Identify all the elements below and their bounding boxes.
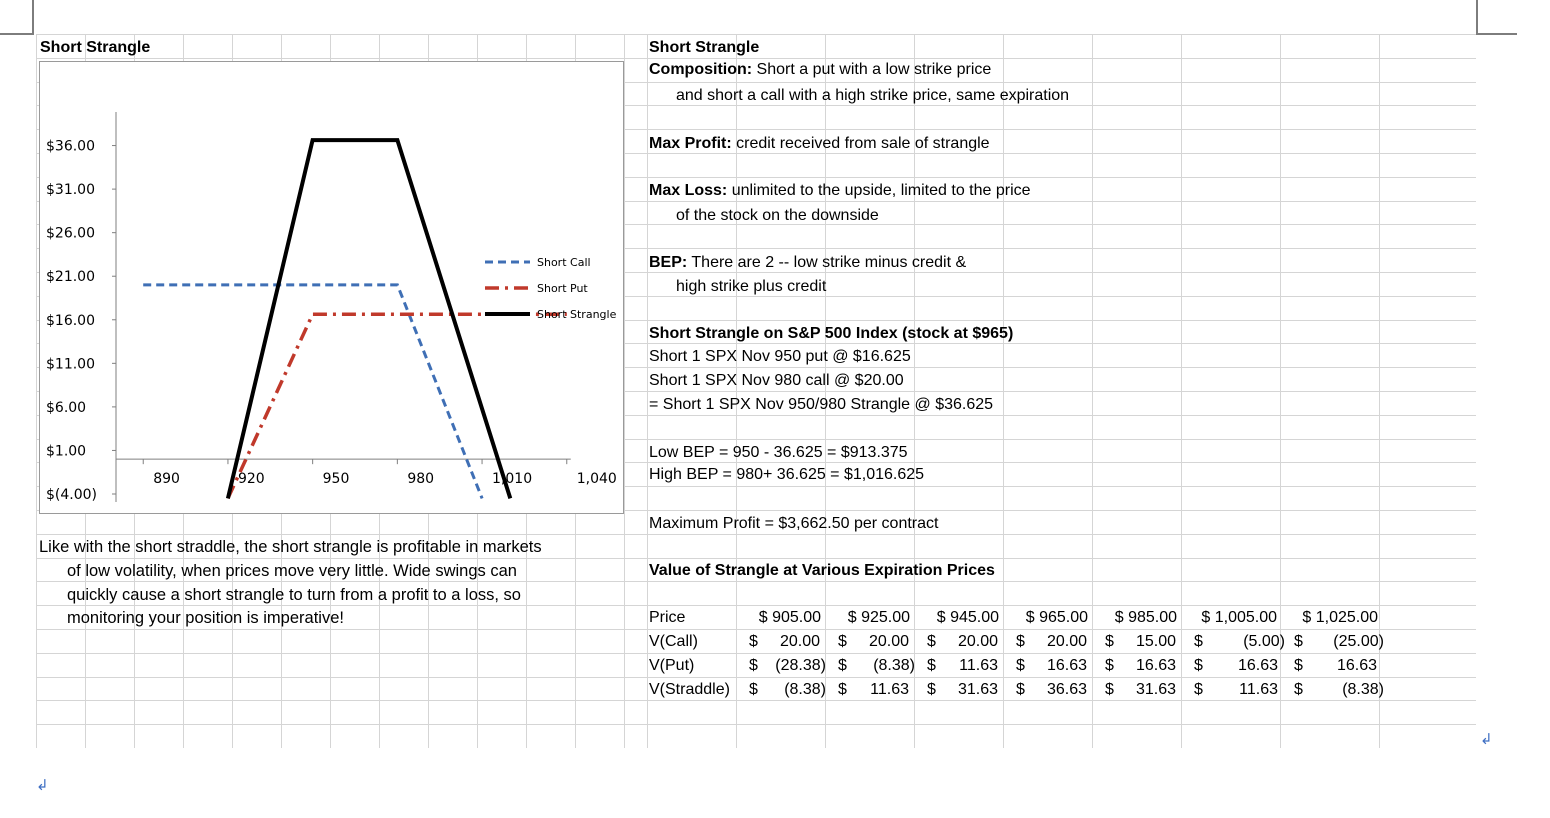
dollar-r1c5: $ bbox=[1105, 633, 1114, 650]
dollar-r1c1: $ bbox=[749, 633, 758, 650]
dollar-r2c3: $ bbox=[927, 657, 936, 674]
dollar-r3c7: $ bbox=[1294, 681, 1303, 698]
row-label-price: Price bbox=[649, 609, 686, 626]
bep-line bbox=[649, 253, 966, 273]
x-tick-label-4: 1,010 bbox=[492, 471, 533, 488]
description-line-1: Like with the short straddle, the short strangle is profitable in markets bbox=[39, 538, 542, 556]
call-cell-5: 15.00 bbox=[1135, 633, 1176, 650]
call-cell-6: (5.00) bbox=[1243, 633, 1285, 650]
y-tick-label-1: $1.00 bbox=[46, 443, 87, 460]
straddle-cell-1: (8.38) bbox=[784, 681, 826, 698]
call-cell-1: 20.00 bbox=[779, 633, 820, 650]
straddle-cell-2: 11.63 bbox=[870, 681, 909, 698]
price-cell-7: $ 1,025.00 bbox=[1302, 609, 1378, 626]
price-cell-4: $ 965.00 bbox=[1025, 609, 1088, 626]
max-profit-amount: Maximum Profit = $3,662.50 per contract bbox=[649, 515, 939, 532]
max-loss-label: Max Loss: bbox=[649, 182, 728, 199]
call-cell-4: 20.00 bbox=[1046, 633, 1087, 650]
put-cell-1: (28.38) bbox=[775, 657, 826, 674]
dollar-r2c5: $ bbox=[1105, 657, 1114, 674]
example-title: Short Strangle on S&P 500 Index (stock at $965) bbox=[649, 325, 1014, 342]
dollar-r1c7: $ bbox=[1294, 633, 1303, 650]
dollar-r2c1: $ bbox=[749, 657, 758, 674]
bep-label: BEP: bbox=[649, 254, 688, 271]
dollar-r3c2: $ bbox=[838, 681, 847, 698]
table-title: Value of Strangle at Various Expiration Prices bbox=[649, 562, 995, 579]
chart-svg bbox=[40, 62, 625, 515]
x-tick-label-5: 1,040 bbox=[576, 471, 617, 488]
dollar-r2c6: $ bbox=[1194, 657, 1203, 674]
dollar-r1c3: $ bbox=[927, 633, 936, 650]
composition-text: Short a put with a low strike price bbox=[752, 61, 992, 78]
dollar-r1c2: $ bbox=[838, 633, 847, 650]
example-line-3: = Short 1 SPX Nov 950/980 Strangle @ $36.625 bbox=[649, 396, 994, 413]
page-corner-top-right-h bbox=[1477, 33, 1517, 35]
dollar-r3c3: $ bbox=[927, 681, 936, 698]
bep-text: There are 2 -- low strike minus credit & bbox=[687, 254, 967, 271]
y-tick-label-5: $21.00 bbox=[46, 269, 95, 286]
bep-line-2: high strike plus credit bbox=[676, 278, 827, 295]
put-cell-5: 16.63 bbox=[1135, 657, 1176, 674]
description-line-3: quickly cause a short strangle to turn from a profit to a loss, so bbox=[67, 586, 521, 604]
call-cell-3: 20.00 bbox=[957, 633, 998, 650]
right-title: Short Strangle bbox=[649, 39, 760, 56]
x-tick-label-2: 950 bbox=[322, 471, 350, 488]
row-label-call: V(Call) bbox=[649, 633, 698, 650]
price-cell-6: $ 1,005.00 bbox=[1201, 609, 1277, 626]
dollar-r3c1: $ bbox=[749, 681, 758, 698]
y-tick-label-2: $6.00 bbox=[46, 399, 87, 416]
max-profit-label: Max Profit: bbox=[649, 135, 732, 152]
paragraph-return-mark-bottom: ↲ bbox=[36, 777, 49, 794]
high-bep: High BEP = 980+ 36.625 = $1,016.625 bbox=[649, 466, 925, 483]
y-tick-label-6: $26.00 bbox=[46, 225, 95, 242]
price-cell-3: $ 945.00 bbox=[936, 609, 999, 626]
left-title: Short Strangle bbox=[40, 39, 151, 56]
dollar-r3c4: $ bbox=[1016, 681, 1025, 698]
page-corner-top-left-v bbox=[32, 0, 34, 35]
dollar-r1c6: $ bbox=[1194, 633, 1203, 650]
example-line-1: Short 1 SPX Nov 950 put @ $16.625 bbox=[649, 348, 911, 365]
straddle-cell-3: 31.63 bbox=[957, 681, 998, 698]
x-tick-label-3: 980 bbox=[407, 471, 435, 488]
call-cell-7: (25.00) bbox=[1333, 633, 1384, 650]
description-line-2: of low volatility, when prices move very little. Wide swings can bbox=[67, 562, 517, 580]
straddle-cell-4: 36.63 bbox=[1046, 681, 1087, 698]
straddle-cell-7: (8.38) bbox=[1342, 681, 1384, 698]
dollar-r2c2: $ bbox=[838, 657, 847, 674]
y-tick-label-0: $(4.00) bbox=[46, 487, 98, 503]
series-line-short-call bbox=[143, 285, 482, 499]
legend-label-2: Short Strangle bbox=[537, 308, 617, 321]
y-tick-label-8: $36.00 bbox=[46, 138, 95, 155]
max-profit-text: credit received from sale of strangle bbox=[731, 135, 990, 152]
max-loss-line-2: of the stock on the downside bbox=[676, 207, 879, 224]
description-line-4: monitoring your position is imperative! bbox=[67, 609, 344, 627]
y-tick-label-4: $16.00 bbox=[46, 312, 95, 329]
straddle-cell-6: 11.63 bbox=[1239, 681, 1278, 698]
x-tick-label-0: 890 bbox=[153, 471, 180, 488]
put-cell-2: (8.38) bbox=[873, 657, 915, 674]
dollar-r2c4: $ bbox=[1016, 657, 1025, 674]
price-cell-1: $ 905.00 bbox=[758, 609, 821, 626]
dollar-r3c6: $ bbox=[1194, 681, 1203, 698]
call-cell-2: 20.00 bbox=[868, 633, 909, 650]
price-cell-5: $ 985.00 bbox=[1114, 609, 1177, 626]
y-tick-label-7: $31.00 bbox=[46, 182, 95, 199]
put-cell-4: 16.63 bbox=[1046, 657, 1087, 674]
put-cell-3: 11.63 bbox=[959, 657, 998, 674]
composition-label: Composition: bbox=[649, 61, 753, 78]
composition-line-2: and short a call with a high strike price, same expiration bbox=[676, 87, 1070, 104]
legend-label-1: Short Put bbox=[537, 282, 588, 295]
dollar-r1c4: $ bbox=[1016, 633, 1025, 650]
page-corner-top-left-h bbox=[0, 33, 33, 35]
max-profit-line bbox=[649, 134, 990, 154]
paragraph-return-mark-right: ↲ bbox=[1480, 731, 1493, 748]
dollar-r3c5: $ bbox=[1105, 681, 1114, 698]
short-strangle-chart bbox=[39, 61, 624, 514]
price-cell-2: $ 925.00 bbox=[847, 609, 910, 626]
x-tick-label-1: 920 bbox=[237, 471, 265, 488]
max-loss-text: unlimited to the upside, limited to the price bbox=[727, 182, 1031, 199]
series-line-short-strangle bbox=[228, 140, 510, 498]
row-label-put: V(Put) bbox=[649, 657, 695, 674]
straddle-cell-5: 31.63 bbox=[1135, 681, 1176, 698]
dollar-r2c7: $ bbox=[1294, 657, 1303, 674]
composition-line bbox=[649, 60, 991, 80]
row-label-straddle: V(Straddle) bbox=[649, 681, 730, 698]
legend-label-0: Short Call bbox=[537, 256, 591, 269]
low-bep: Low BEP = 950 - 36.625 = $913.375 bbox=[649, 444, 908, 461]
put-cell-7: 16.63 bbox=[1336, 657, 1377, 674]
y-tick-label-3: $11.00 bbox=[46, 356, 95, 373]
max-loss-line bbox=[649, 181, 1031, 201]
put-cell-6: 16.63 bbox=[1237, 657, 1278, 674]
page-corner-top-right-v bbox=[1476, 0, 1478, 35]
example-line-2: Short 1 SPX Nov 980 call @ $20.00 bbox=[649, 372, 904, 389]
